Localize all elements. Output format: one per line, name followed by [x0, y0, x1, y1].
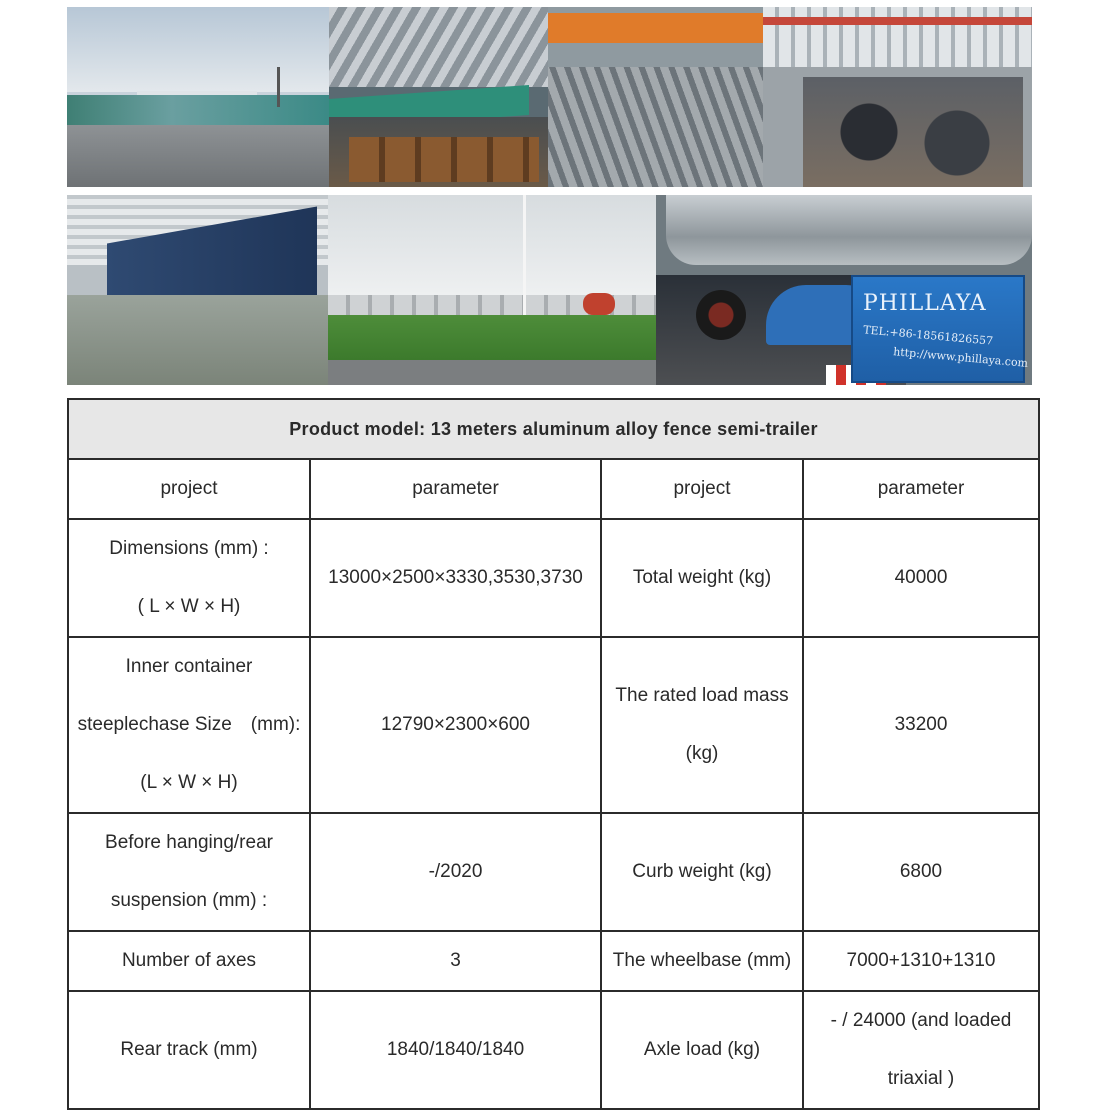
workshop-roof [763, 7, 1032, 67]
right-parameter-cell [803, 637, 1039, 813]
product-model-title: Product model: 13 meters aluminum alloy fence semi-trailer [68, 399, 1039, 459]
right-parameter-cell-line: 40000 [894, 567, 948, 588]
welding-machines [803, 77, 1023, 187]
header-project: project [601, 459, 803, 519]
steel-beams [548, 67, 763, 187]
right-parameter-cell [803, 931, 1039, 991]
photo-workshop-steel [548, 7, 763, 187]
road [67, 125, 329, 187]
website: http://www.phillaya.com [892, 345, 1029, 370]
right-parameter-cell-line: 6800 [899, 861, 943, 882]
left-project-cell-line: suspension (mm) : [110, 890, 268, 911]
right-project-cell-line: Total weight (kg) [632, 567, 772, 588]
red-tank [583, 293, 615, 315]
photo-factory-exterior [67, 7, 329, 187]
left-project-cell [68, 813, 310, 931]
workshop-floor [67, 295, 328, 385]
right-parameter-cell [803, 813, 1039, 931]
left-parameter-cell: -/2020 [310, 813, 601, 931]
table-row [68, 637, 1039, 813]
crane-beam [763, 17, 1032, 25]
phone-number: TEL:+86-18561826557 [862, 323, 994, 348]
right-parameter-cell [803, 519, 1039, 637]
right-project-cell [601, 519, 803, 637]
grass [328, 315, 656, 360]
left-project-cell [68, 991, 310, 1109]
table-row [68, 813, 1039, 931]
header-parameter: parameter [310, 459, 601, 519]
sky [67, 7, 329, 92]
left-project-cell-line: ( L × W × H) [137, 596, 241, 617]
tool-box [851, 275, 1029, 383]
header-project: project [68, 459, 310, 519]
aluminum-tank [666, 195, 1032, 265]
right-parameter-cell-line: - / 24000 (and loaded [830, 1010, 1012, 1031]
right-project-cell [601, 991, 803, 1109]
sky [328, 195, 656, 295]
workshop-roof [329, 7, 548, 87]
left-project-cell-line: Rear track (mm) [120, 1039, 258, 1060]
right-project-cell [601, 637, 803, 813]
left-project-cell [68, 637, 310, 813]
road [328, 360, 656, 385]
left-project-cell [68, 931, 310, 991]
factory-building [67, 95, 329, 125]
left-project-cell-line: steeplechase Size (mm): [77, 714, 301, 735]
photo-trailer-yard [328, 195, 656, 385]
light-pole [277, 67, 280, 107]
right-project-cell [601, 931, 803, 991]
right-parameter-cell [803, 991, 1039, 1109]
spec-table [67, 398, 1040, 1110]
right-project-cell [601, 813, 803, 931]
left-project-cell [68, 519, 310, 637]
left-project-cell-line: Before hanging/rear [105, 832, 273, 853]
left-project-cell-line: (L × W × H) [140, 772, 238, 793]
left-parameter-cell: 12790×2300×600 [310, 637, 601, 813]
right-project-cell-line: The rated load mass [615, 685, 789, 706]
photo-tank-trailer [656, 195, 1032, 385]
left-project-cell-line: Dimensions (mm) : [109, 538, 269, 559]
photo-frame-assembly [67, 195, 328, 385]
left-parameter-cell: 13000×2500×3330,3530,3730 [310, 519, 601, 637]
overhead-crane [548, 13, 763, 43]
table-row [68, 991, 1039, 1109]
table-row [68, 931, 1039, 991]
right-project-cell-line: (kg) [685, 743, 719, 764]
right-project-cell-line: Curb weight (kg) [632, 861, 772, 882]
table-row [68, 519, 1039, 637]
wheel [696, 290, 746, 340]
left-project-cell-line: Inner container [125, 656, 253, 677]
header-parameter: parameter [803, 459, 1039, 519]
left-project-cell-line: Number of axes [121, 950, 257, 971]
brand-logo: PHILLAYA [863, 291, 987, 316]
photo-workshop-plates [329, 7, 548, 187]
steel-plates [349, 137, 539, 182]
table-header-row [68, 459, 1039, 519]
right-project-cell-line: Axle load (kg) [643, 1039, 761, 1060]
right-parameter-cell-line: 33200 [894, 714, 948, 735]
photo-workshop-machines [763, 7, 1032, 187]
right-parameter-cell-line: triaxial ) [887, 1068, 955, 1089]
right-project-cell-line: The wheelbase (mm) [612, 950, 792, 971]
table-title-row [68, 399, 1039, 459]
left-parameter-cell: 1840/1840/1840 [310, 991, 601, 1109]
left-parameter-cell: 3 [310, 931, 601, 991]
right-parameter-cell-line: 7000+1310+1310 [846, 950, 996, 971]
flag-pole [523, 195, 526, 320]
